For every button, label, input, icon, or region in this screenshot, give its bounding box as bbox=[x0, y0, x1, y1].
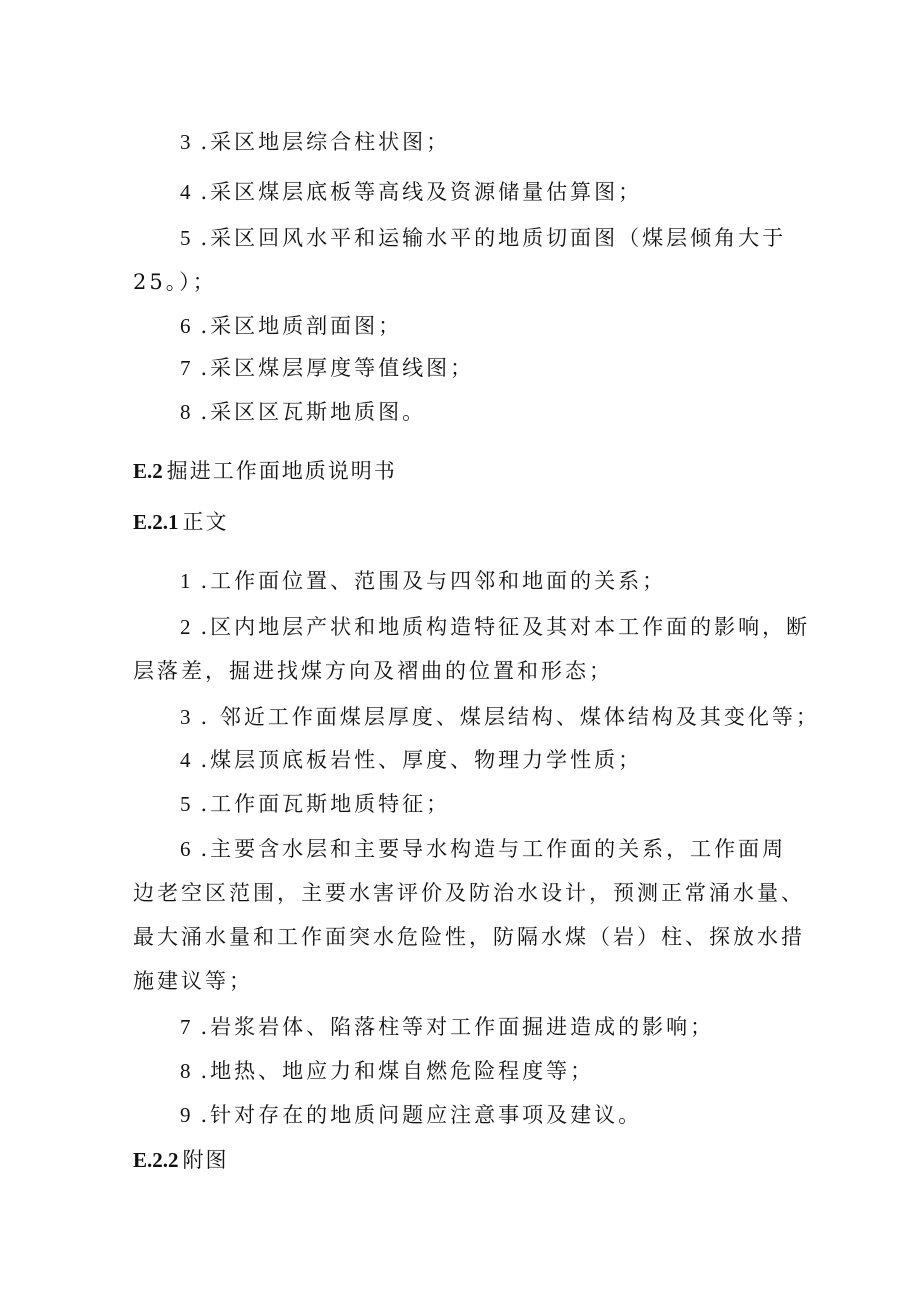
list-item bbox=[180, 224, 786, 252]
item-number: 6 bbox=[180, 314, 191, 338]
section-heading-e21 bbox=[133, 508, 229, 536]
item-number: 2 bbox=[180, 615, 191, 639]
item-number: 9 bbox=[180, 1103, 191, 1127]
list-item bbox=[180, 1057, 594, 1085]
item-text: .主要含水层和主要导水构造与工作面的关系，工作面周 bbox=[200, 837, 787, 861]
item-text: 施建议等； bbox=[133, 969, 253, 993]
item-text: .岩浆岩体、陷落柱等对工作面掘进造成的影响； bbox=[200, 1015, 715, 1039]
item-number: 8 bbox=[180, 400, 191, 424]
list-item bbox=[180, 128, 450, 156]
item-number: 5 bbox=[180, 226, 191, 250]
section-heading-e22 bbox=[133, 1146, 229, 1174]
list-item-continuation bbox=[133, 657, 613, 685]
item-text: .采区地质剖面图； bbox=[200, 314, 403, 338]
item-text: .煤层顶底板岩性、厚度、物理力学性质； bbox=[200, 748, 643, 772]
item-number: 7 bbox=[180, 356, 191, 380]
item-text: .工作面位置、范围及与四邻和地面的关系； bbox=[200, 569, 667, 593]
item-text: 25。）； bbox=[133, 270, 217, 294]
item-text: .工作面瓦斯地质特征； bbox=[200, 792, 451, 816]
list-item-continuation bbox=[133, 879, 805, 907]
item-text: .采区煤层底板等高线及资源储量估算图； bbox=[200, 180, 643, 204]
list-item bbox=[180, 1101, 642, 1129]
section-title: 正文 bbox=[182, 510, 229, 534]
item-text: .采区回风水平和运输水平的地质切面图（煤层倾角大于 bbox=[200, 226, 787, 250]
section-heading-e2 bbox=[133, 457, 397, 485]
item-number: 5 bbox=[180, 792, 191, 816]
item-number: 8 bbox=[180, 1059, 191, 1083]
list-item-continuation bbox=[133, 967, 253, 995]
item-text: .区内地层产状和地质构造特征及其对本工作面的影响，断 bbox=[200, 615, 811, 639]
list-item bbox=[180, 835, 786, 863]
item-text: 边老空区范围，主要水害评价及防治水设计，预测正常涌水量、 bbox=[133, 881, 805, 905]
item-text: 最大涌水量和工作面突水危险性，防隔水煤（岩）柱、探放水措 bbox=[133, 925, 805, 949]
list-item bbox=[180, 398, 426, 426]
section-title: 掘进工作面地质说明书 bbox=[166, 459, 397, 483]
item-number: 3 bbox=[180, 130, 191, 154]
item-text: 层落差，掘进找煤方向及褶曲的位置和形态； bbox=[133, 659, 613, 683]
list-item bbox=[180, 703, 820, 731]
section-title: 附图 bbox=[182, 1148, 229, 1172]
list-item bbox=[180, 613, 810, 641]
item-text: .地热、地应力和煤自燃危险程度等； bbox=[200, 1059, 595, 1083]
item-number: 4 bbox=[180, 180, 191, 204]
section-number: E.2.1 bbox=[133, 510, 179, 534]
list-item bbox=[180, 312, 402, 340]
list-item-continuation bbox=[133, 923, 805, 951]
item-text: .针对存在的地质问题应注意事项及建议。 bbox=[200, 1103, 643, 1127]
section-number: E.2.2 bbox=[133, 1148, 179, 1172]
item-number: 4 bbox=[180, 748, 191, 772]
item-text: . 邻近工作面煤层厚度、煤层结构、煤体结构及其变化等； bbox=[200, 705, 820, 729]
list-item bbox=[180, 178, 642, 206]
item-number: 6 bbox=[180, 837, 191, 861]
section-number: E.2 bbox=[133, 459, 163, 483]
list-item bbox=[180, 354, 474, 382]
list-item bbox=[180, 567, 666, 595]
item-text: .采区地层综合柱状图； bbox=[200, 130, 451, 154]
list-item bbox=[180, 746, 642, 774]
list-item-continuation bbox=[133, 268, 217, 296]
list-item bbox=[180, 790, 450, 818]
item-number: 7 bbox=[180, 1015, 191, 1039]
item-text: .采区区瓦斯地质图。 bbox=[200, 400, 427, 424]
item-number: 3 bbox=[180, 705, 191, 729]
list-item bbox=[180, 1013, 714, 1041]
item-text: .采区煤层厚度等值线图； bbox=[200, 356, 475, 380]
item-number: 1 bbox=[180, 569, 191, 593]
